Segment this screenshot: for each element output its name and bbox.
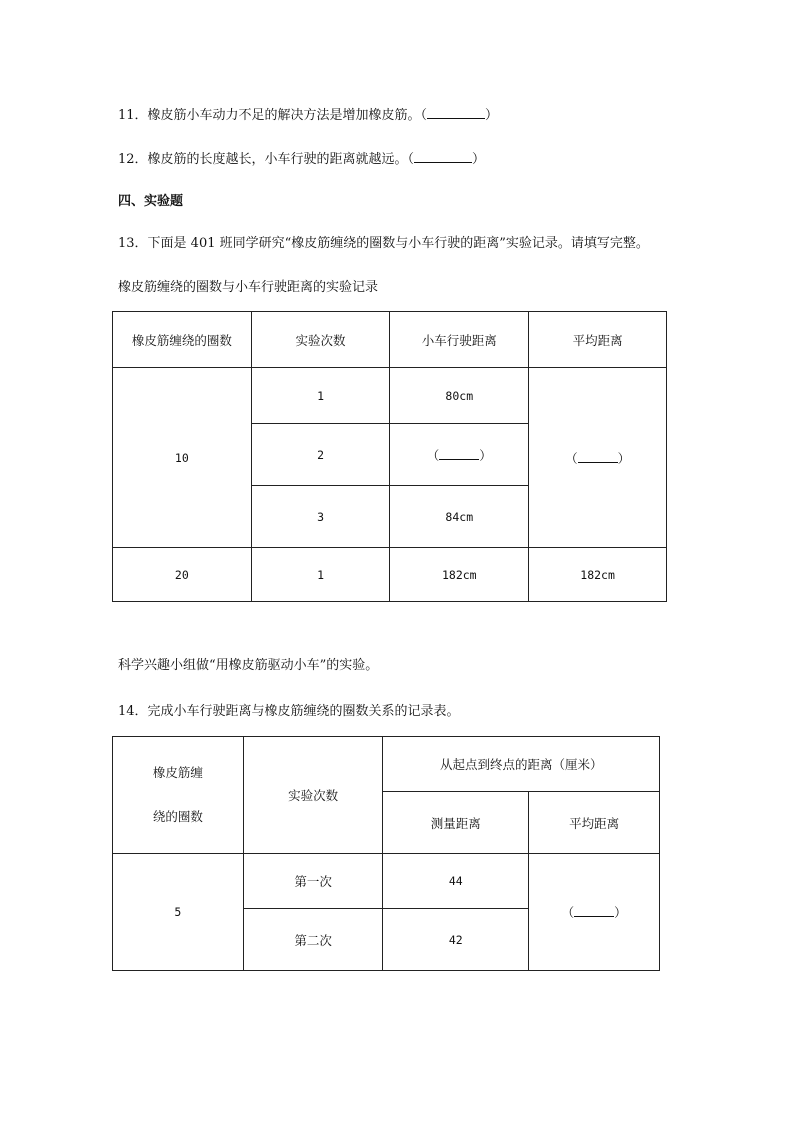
trial-cell: 2 bbox=[251, 424, 390, 486]
answer-blank[interactable] bbox=[578, 451, 618, 463]
header-average: 平均距离 bbox=[529, 792, 660, 854]
table-caption: 橡皮筋缠绕的圈数与小车行驶距离的实验记录 bbox=[118, 280, 379, 295]
average-cell: 182cm bbox=[529, 548, 667, 602]
question-12: 12．橡皮筋的长度越长，小车行驶的距离就越远。（ ） bbox=[118, 152, 486, 167]
trial-cell: 1 bbox=[251, 548, 390, 602]
distance-cell: 80cm bbox=[390, 368, 529, 424]
average-blank-cell[interactable]: （ ） bbox=[529, 854, 660, 971]
header-distance: 从起点到终点的距离（厘米） bbox=[383, 737, 660, 792]
experiment-table-2 bbox=[112, 736, 660, 971]
trial-cell: 第二次 bbox=[243, 909, 383, 971]
measured-cell: 42 bbox=[383, 909, 529, 971]
turns-cell: 10 bbox=[113, 368, 252, 548]
average-blank-cell[interactable]: （ ） bbox=[529, 368, 667, 548]
intro-text: 科学兴趣小组做“用橡皮筋驱动小车”的实验。 bbox=[118, 658, 379, 673]
header-average: 平均距离 bbox=[529, 312, 667, 368]
measured-cell: 44 bbox=[383, 854, 529, 909]
answer-blank[interactable] bbox=[574, 905, 614, 917]
question-11-text: 11．橡皮筋小车动力不足的解决方法是增加橡皮筋。（ bbox=[118, 108, 428, 123]
header-trial: 实验次数 bbox=[251, 312, 390, 368]
answer-blank[interactable] bbox=[427, 106, 485, 119]
trial-cell: 3 bbox=[251, 486, 390, 548]
question-14: 14．完成小车行驶距离与橡皮筋缠绕的圈数关系的记录表。 bbox=[118, 704, 460, 719]
trial-cell: 第一次 bbox=[243, 854, 383, 909]
header-turns: 橡皮筋缠绕的圈数 bbox=[113, 312, 252, 368]
answer-blank[interactable] bbox=[439, 448, 479, 460]
question-12-text: 12．橡皮筋的长度越长，小车行驶的距离就越远。（ bbox=[118, 152, 415, 167]
section-title: 四、实验题 bbox=[118, 194, 184, 209]
experiment-table-1 bbox=[112, 311, 667, 602]
distance-cell: 84cm bbox=[390, 486, 529, 548]
distance-cell: 182cm bbox=[390, 548, 529, 602]
distance-blank-cell[interactable]: （ ） bbox=[390, 424, 529, 486]
header-measured: 测量距离 bbox=[383, 792, 529, 854]
header-trial: 实验次数 bbox=[243, 737, 383, 854]
trial-cell: 1 bbox=[251, 368, 390, 424]
answer-blank[interactable] bbox=[414, 150, 472, 163]
question-13: 13．下面是 401 班同学研究“橡皮筋缠绕的圈数与小车行驶的距离”实验记录。请填写完整。 bbox=[118, 236, 649, 251]
question-11: 11．橡皮筋小车动力不足的解决方法是增加橡皮筋。（ ） bbox=[118, 108, 499, 123]
header-distance: 小车行驶距离 bbox=[390, 312, 529, 368]
turns-cell: 20 bbox=[113, 548, 252, 602]
turns-cell: 5 bbox=[113, 854, 244, 971]
header-turns: 橡皮筋缠 绕的圈数 bbox=[113, 737, 244, 854]
